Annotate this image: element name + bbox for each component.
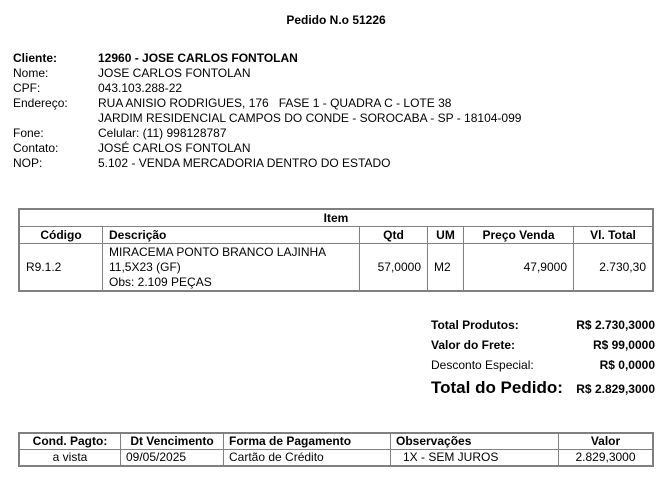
col-dt-vencimento: Dt Vencimento [121,433,224,450]
client-info [13,51,521,171]
total-pedido-row [431,378,655,402]
descricao-line-1: MIRACEMA PONTO BRANCO LAJINHA [109,244,327,259]
col-um: UM [428,227,464,244]
items-table [18,208,654,292]
total-pedido-label: Total do Pedido: [431,378,563,397]
contact-label: Contato: [13,141,59,155]
cell-vencimento: 09/05/2025 [121,450,224,467]
cpf-label: CPF: [13,81,41,95]
address-value-2: JARDIM RESIDENCIAL CAMPOS DO CONDE - SOROCABA - SP - 18104-099 [98,111,522,125]
contact-row [13,141,521,156]
col-codigo: Código [19,227,103,244]
col-preco: Preço Venda [464,227,574,244]
cell-obs: 1X - SEM JUROS [391,450,559,467]
descricao-line-2: 11,5X23 (GF) [109,259,181,274]
frete-row [431,338,655,358]
total-produtos-row [431,318,655,338]
payment-table [18,432,654,467]
cpf-row [13,81,521,96]
phone-row [13,126,521,141]
cell-valor: 2.829,3000 [559,450,654,467]
phone-value: Celular: (11) 998128787 [98,126,227,140]
cell-um: M2 [428,244,464,292]
cell-codigo: R9.1.2 [19,244,103,292]
cell-descricao [103,244,360,292]
col-cond-pagto: Cond. Pagto: [19,433,121,450]
cpf-value: 043.103.288-22 [98,81,183,95]
contact-value: JOSÉ CARLOS FONTOLAN [98,141,251,155]
col-descricao: Descrição [103,227,360,244]
address-value: RUA ANISIO RODRIGUES, 176 FASE 1 - QUADRA C - LOTE 38 [98,96,452,110]
address-label: Endereço: [13,96,68,110]
address-row [13,96,521,111]
total-produtos-label: Total Produtos: [431,318,519,332]
desconto-value: R$ 0,0000 [599,358,655,372]
descricao-line-3: Obs: 2.109 PEÇAS [109,274,212,289]
nop-value: 5.102 - VENDA MERCADORIA DENTRO DO ESTADO [98,156,391,170]
col-observacoes: Observações [391,433,559,450]
total-pedido-value: R$ 2.829,3000 [576,382,655,396]
address-label-2 [13,111,98,126]
cell-qtd: 57,0000 [360,244,428,292]
name-row [13,66,521,81]
col-forma-pagamento: Forma de Pagamento [224,433,391,450]
cell-cond-pagto: a vista [19,450,121,467]
name-value: JOSE CARLOS FONTOLAN [98,66,251,80]
table-row [19,244,653,292]
client-value: 12960 - JOSE CARLOS FONTOLAN [98,51,298,65]
address-row-2 [13,111,521,126]
total-produtos-value: R$ 2.730,3000 [576,318,655,332]
page-title: Pedido N.o 51226 [286,13,386,27]
desconto-label: Desconto Especial: [431,358,534,372]
totals-block [431,318,655,402]
phone-label: Fone: [13,126,44,140]
cell-total: 2.730,30 [574,244,654,292]
cell-forma: Cartão de Crédito [224,450,391,467]
items-caption: Item [19,209,653,227]
col-valor: Valor [559,433,654,450]
frete-label: Valor do Frete: [431,338,516,352]
col-qtd: Qtd [360,227,428,244]
client-row [13,51,521,66]
table-row [19,450,653,467]
nop-row [13,156,521,171]
client-label: Cliente: [13,51,58,65]
col-total: Vl. Total [574,227,654,244]
nop-label: NOP: [13,156,43,170]
name-label: Nome: [13,66,49,80]
desconto-row [431,358,655,378]
cell-preco: 47,9000 [464,244,574,292]
frete-value: R$ 99,0000 [592,338,655,352]
